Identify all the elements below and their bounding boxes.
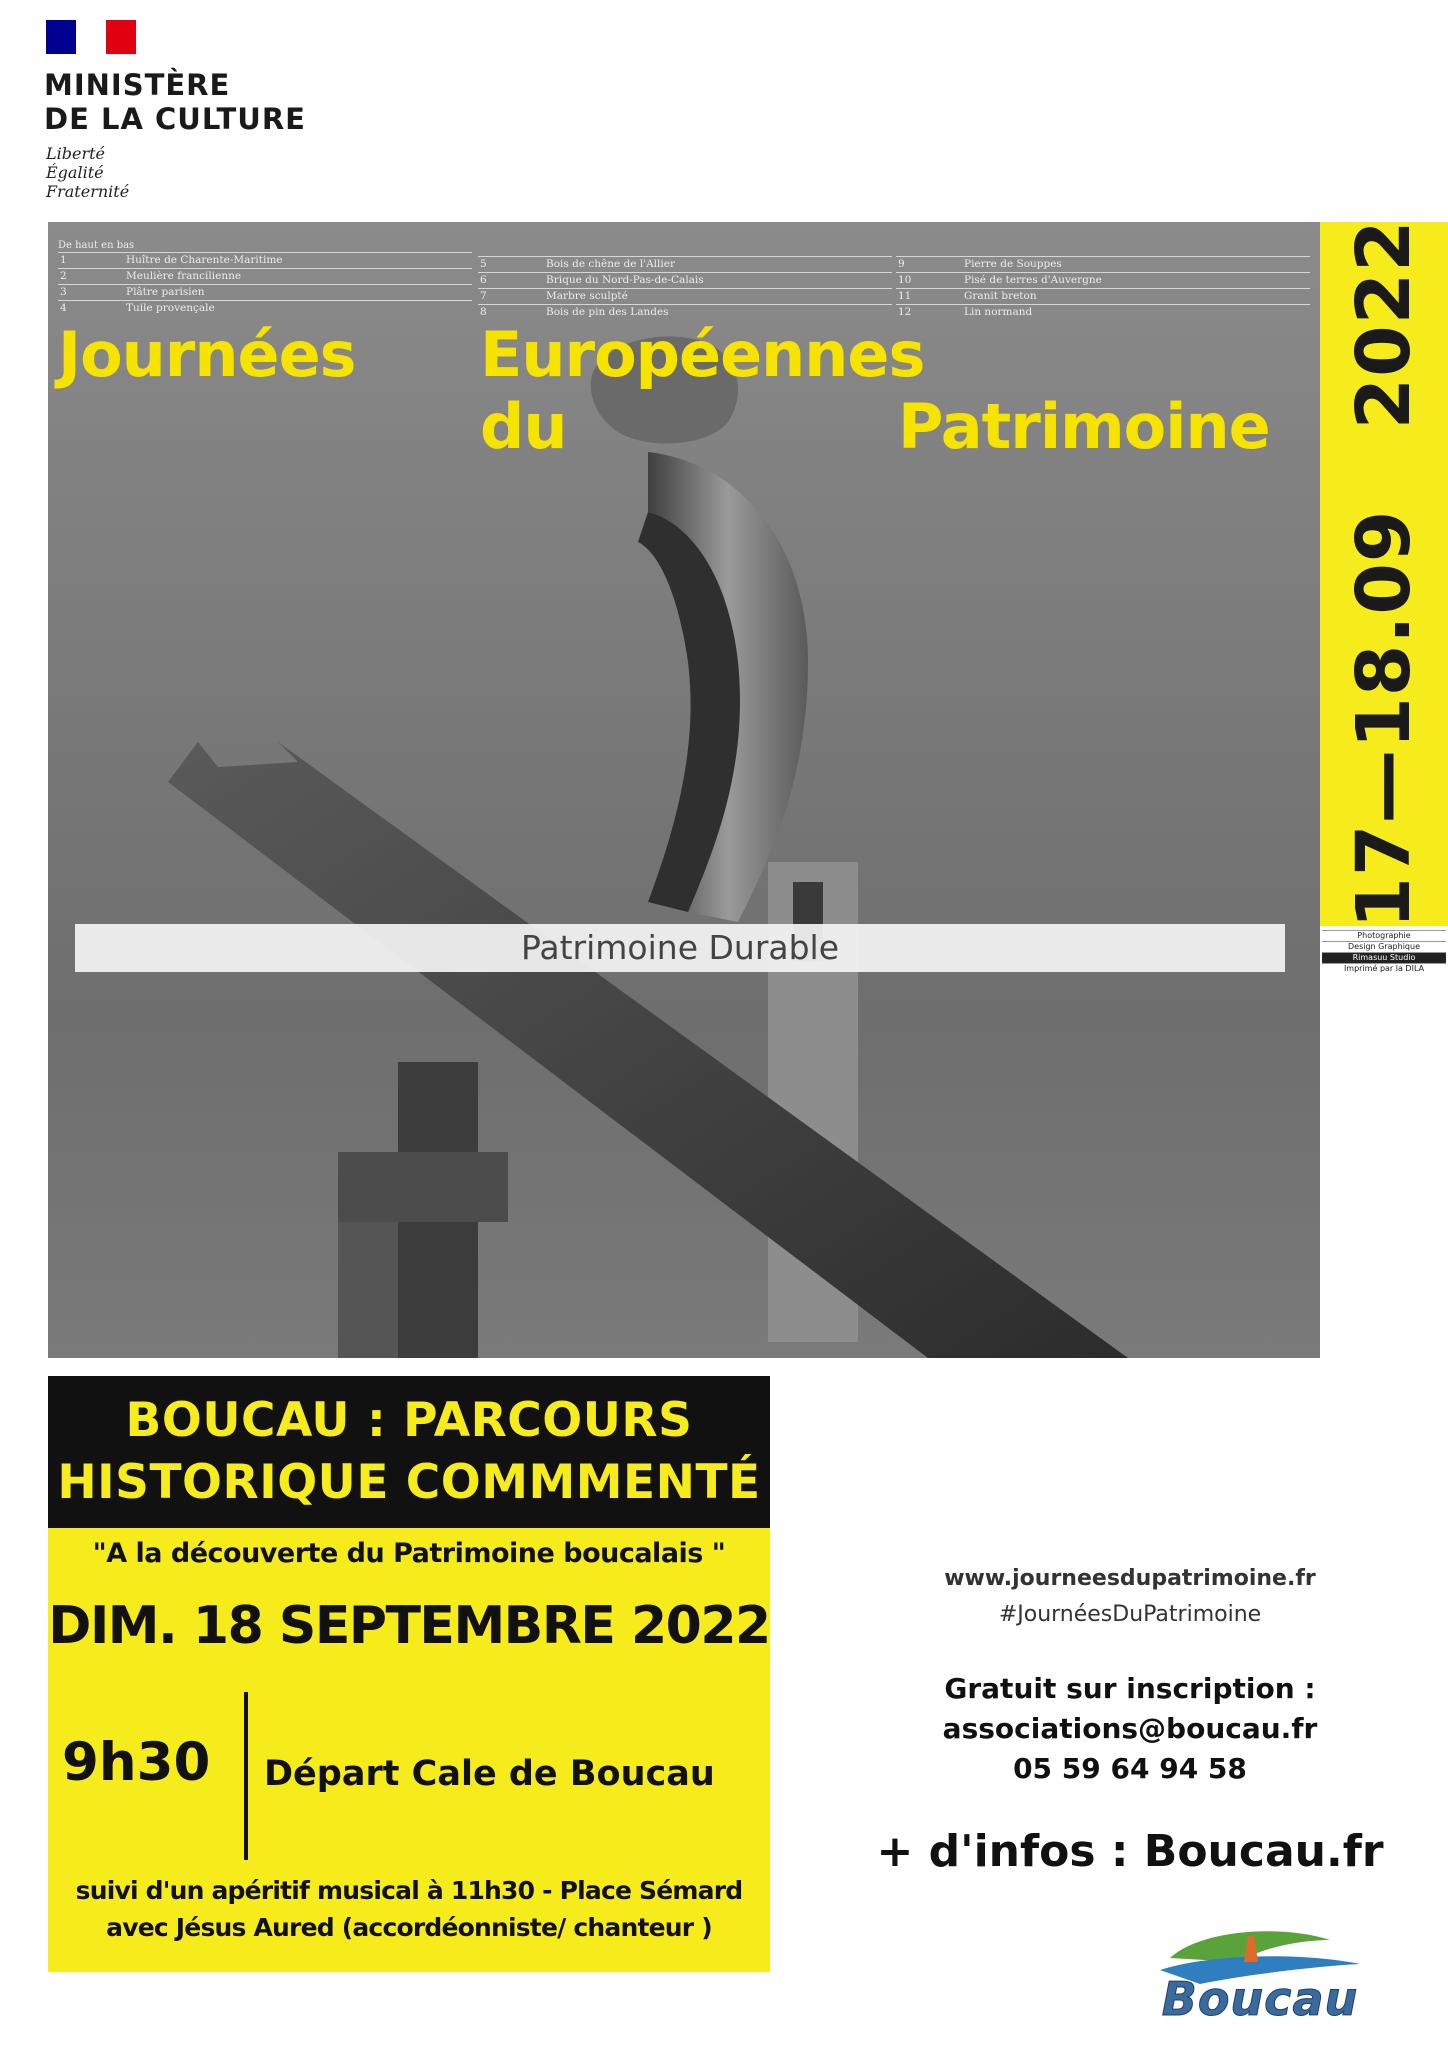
- legend-column-1: [58, 240, 472, 316]
- poster-subtitle: Patrimoine Durable: [520, 928, 840, 967]
- republic-motto: [46, 144, 129, 201]
- legend-row: 4 Tuile provençale: [58, 300, 472, 316]
- event-details-block: [48, 1528, 770, 1972]
- ministry-name: [44, 68, 306, 136]
- dates-year: 2022: [1341, 219, 1427, 430]
- legend-row: 5 Bois de chêne de l'Allier: [478, 256, 892, 272]
- legend-row: 11 Granit breton: [896, 288, 1310, 304]
- event-quote: "A la découverte du Patrimoine boucalais ": [92, 1538, 726, 1569]
- legend-row: 3 Plâtre parisien: [58, 284, 472, 300]
- french-flag-icon: [46, 20, 136, 54]
- poster-title-journees: Journées: [58, 318, 356, 391]
- credit-line: Imprimé par la DILA: [1322, 963, 1446, 974]
- legend-row: 7 Marbre sculpté: [478, 288, 892, 304]
- event-title-line2: HISTORIQUE COMMMENTÉ: [57, 1455, 761, 1510]
- legend-row: 9 Pierre de Souppes: [896, 256, 1310, 272]
- website-link[interactable]: www.journeesdupatrimoine.fr: [944, 1566, 1316, 1591]
- time-separator: [244, 1692, 248, 1860]
- ministry-name-line2: DE LA CULTURE: [44, 102, 306, 136]
- legend-header: De haut en bas: [58, 240, 135, 251]
- credit-line: Rimasuu Studio: [1322, 952, 1446, 963]
- dates-range: 17—18.09: [1341, 509, 1427, 929]
- legend-row: 10 Pisé de terres d'Auvergne: [896, 272, 1310, 288]
- event-departure: Départ Cale de Boucau: [264, 1754, 715, 1794]
- flag-red-band: [106, 20, 136, 54]
- boucau-logo: [1130, 1918, 1380, 2028]
- poster-title-du: du: [480, 390, 567, 463]
- event-title: [48, 1390, 770, 1514]
- motto-egalite: Égalité: [46, 163, 104, 182]
- legend-row: 6 Brique du Nord-Pas-de-Calais: [478, 272, 892, 288]
- event-title-line1: BOUCAU : PARCOURS: [125, 1393, 693, 1448]
- motto-fraternite: Fraternité: [46, 182, 130, 201]
- flag-blue-band: [46, 20, 76, 54]
- contact-phone: 05 59 64 94 58: [1013, 1752, 1247, 1785]
- wooden-plank-shape: [168, 742, 1128, 1358]
- event-time: 9h30: [62, 1732, 211, 1793]
- event-dates-vertical: [1341, 219, 1427, 928]
- legend-row: 2 Meulière francilienne: [58, 268, 472, 284]
- poster-title-patrimoine: Patrimoine: [898, 390, 1270, 463]
- legend-row: 1 Huître de Charente-Maritime: [58, 252, 472, 268]
- boucau-logo-wordmark: Boucau: [1161, 1972, 1359, 2026]
- event-followup-line1: suivi d'un apéritif musical à 11h30 - Place Sémard: [75, 1876, 743, 1905]
- legend-row: 12 Lin normand: [896, 304, 1310, 320]
- event-title-block: [48, 1376, 770, 1528]
- credit-line: Photographie: [1322, 930, 1446, 941]
- ministry-name-line1: MINISTÈRE: [44, 68, 231, 102]
- event-followup-line2: avec Jésus Aured (accordéonniste/ chanteur ): [106, 1913, 712, 1942]
- legend-row: 8 Bois de pin des Landes: [478, 304, 892, 320]
- event-date: DIM. 18 SEPTEMBRE 2022: [48, 1596, 770, 1656]
- motto-liberte: Liberté: [46, 144, 105, 163]
- poster-credits: [1322, 930, 1446, 974]
- heritage-poster-image: [48, 222, 1320, 1358]
- ministry-logo: [44, 20, 344, 220]
- contact-email-link[interactable]: associations@boucau.fr: [942, 1712, 1318, 1745]
- registration-note: Gratuit sur inscription :: [944, 1672, 1316, 1705]
- flag-white-band: [76, 20, 106, 54]
- date-strip: [1320, 219, 1448, 929]
- poster-title-europeennes: Européennes: [480, 318, 925, 391]
- credit-line: Design Graphique: [1322, 941, 1446, 952]
- legend-column-3: [896, 256, 1310, 320]
- more-info-link[interactable]: + d'infos : Boucau.fr: [876, 1826, 1384, 1877]
- hashtag: #JournéesDuPatrimoine: [998, 1602, 1262, 1627]
- legend-column-2: [478, 256, 892, 320]
